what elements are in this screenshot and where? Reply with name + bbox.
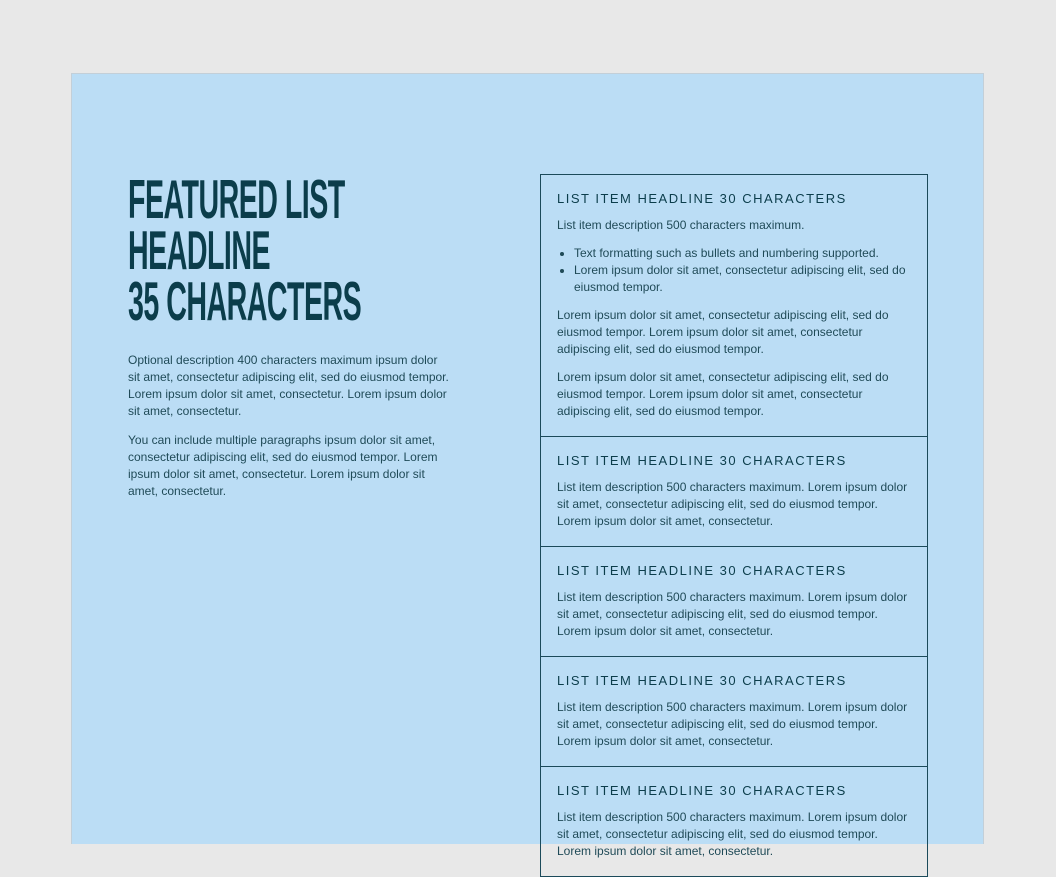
page-title-line-1: FEATURED LIST HEADLINE xyxy=(128,168,345,281)
intro-description xyxy=(128,352,450,500)
list-item xyxy=(540,546,928,656)
list-item-paragraph: Lorem ipsum dolor sit amet, consectetur adipiscing elit, sed do eiusmod tempor. Lorem ipsum dolor sit amet, consectetur adipiscing elit, sed do eiusmod tempor. xyxy=(557,308,889,356)
list-item-description: List item description 500 characters maximum. xyxy=(557,218,805,232)
list-item xyxy=(540,174,928,436)
list-item xyxy=(540,766,928,877)
list-item-headline: LIST ITEM HEADLINE 30 CHARACTERS xyxy=(557,191,847,206)
intro-paragraph: You can include multiple paragraphs ipsum dolor sit amet, consectetur adipiscing elit, sed do eiusmod tempor. Lorem ipsum dolor sit amet, consectetur. Lorem ipsum dolor sit amet, consectetur. xyxy=(128,433,438,498)
list-item-headline: LIST ITEM HEADLINE 30 CHARACTERS xyxy=(557,673,847,688)
bullet-item: • Text formatting such as bullets and numbering supported. xyxy=(574,245,911,262)
bullet-item: • Lorem ipsum dolor sit amet, consectetur adipiscing elit, sed do eiusmod tempor. xyxy=(574,262,911,296)
list-item-description: List item description 500 characters maximum. Lorem ipsum dolor sit amet, consectetur adipiscing elit, sed do eiusmod tempor. Lorem ipsum dolor sit amet, consectetur. xyxy=(557,810,908,858)
list-item-headline: LIST ITEM HEADLINE 30 CHARACTERS xyxy=(557,453,847,468)
list-item-description: List item description 500 characters maximum. Lorem ipsum dolor sit amet, consectetur adipiscing elit, sed do eiusmod tempor. Lorem ipsum dolor sit amet, consectetur. xyxy=(557,480,908,528)
list-item-description: List item description 500 characters maximum. Lorem ipsum dolor sit amet, consectetur adipiscing elit, sed do eiusmod tempor. Lorem ipsum dolor sit amet, consectetur. xyxy=(557,590,908,638)
list-item-bullets xyxy=(557,245,911,296)
list-item-description: List item description 500 characters maximum. Lorem ipsum dolor sit amet, consectetur adipiscing elit, sed do eiusmod tempor. Lorem ipsum dolor sit amet, consectetur. xyxy=(557,700,908,748)
page-title-line-2: 35 CHARACTERS xyxy=(128,270,362,332)
featured-list xyxy=(540,174,928,877)
intro-paragraph: Optional description 400 characters maximum ipsum dolor sit amet, consectetur adipiscing elit, sed do eiusmod tempor. Lorem ipsum dolor sit amet, consectetur. Lorem ipsum dolor sit amet, consectetur. xyxy=(128,353,449,418)
page-title xyxy=(128,168,450,332)
list-item xyxy=(540,656,928,766)
intro-column xyxy=(128,168,450,512)
list-item-headline: LIST ITEM HEADLINE 30 CHARACTERS xyxy=(557,563,847,578)
list-item-paragraph: Lorem ipsum dolor sit amet, consectetur adipiscing elit, sed do eiusmod tempor. Lorem ipsum dolor sit amet, consectetur adipiscing elit, sed do eiusmod tempor. xyxy=(557,370,889,418)
list-item-headline: LIST ITEM HEADLINE 30 CHARACTERS xyxy=(557,783,847,798)
featured-list-panel xyxy=(71,73,984,858)
list-item xyxy=(540,436,928,546)
